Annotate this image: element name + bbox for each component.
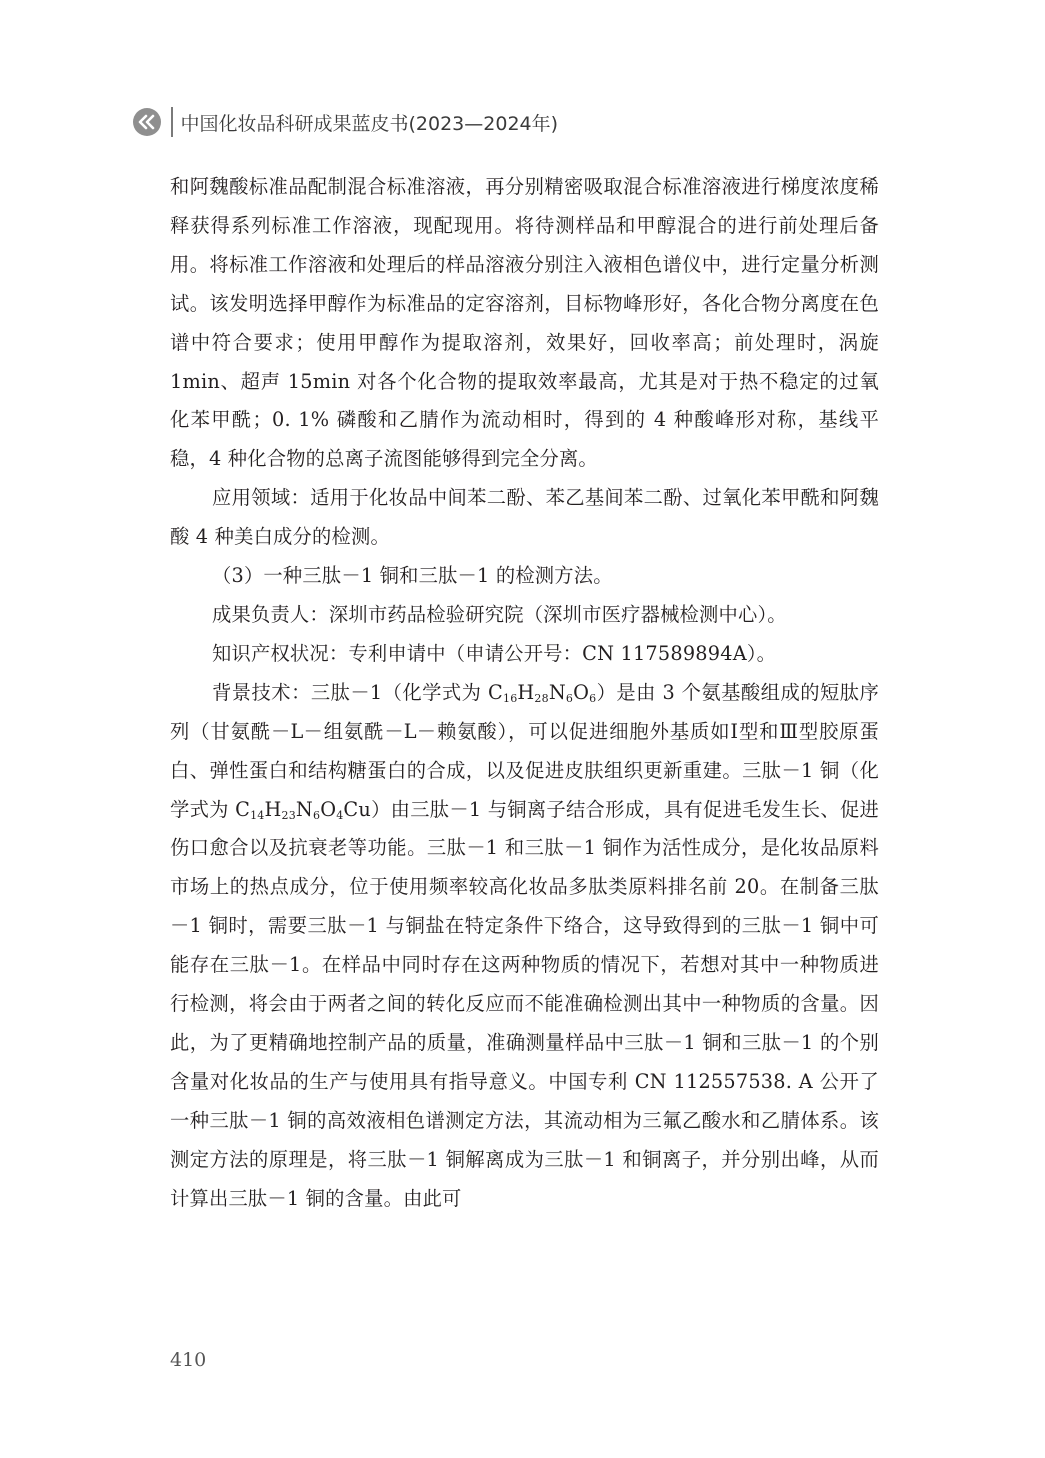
paragraph: 和阿魏酸标准品配制混合标准溶液，再分别精密吸取混合标准溶液进行梯度浓度稀释获得系列标准工作溶液，现配现用。将待测样品和甲醇混合的进行前处理后备用。将标准工作溶液和处理后的样品溶液分别注入液相色谱仪中，进行定量分析测试。该发明选择甲醇作为标准品的定容溶剂，目标物峰形好，各化合物分离度在色谱中符合要求；使用甲醇作为提取溶剂，效果好，回收率高；前处理时，涡旋 1min、超声 15min 对各个化合物的提取效率最高，尤其是对于热不稳定的过氧化苯甲酰；0. 1% 磷酸和乙腈作为流动相时，得到的 4 种酸峰形对称，基线平稳，4 种化合物的总离子流图能够得到完全分离。	[170, 175, 879, 471]
paragraph-background-technology	[170, 674, 879, 1219]
paragraph: （3）一种三肽－1 铜和三肽－1 的检测方法。	[212, 564, 613, 588]
chemical-formula: $C_{14}H_{23}N_6O_4Cu$	[235, 797, 371, 822]
running-header	[133, 104, 558, 140]
book-title: 中国化妆品科研成果蓝皮书(2023—2024年)	[180, 112, 559, 135]
text-segment: 背景技术：三肽－1（化学式为	[212, 680, 489, 704]
paragraph: 成果负责人：深圳市药品检验研究院（深圳市医疗器械检测中心）。	[212, 602, 787, 626]
paragraph: 知识产权状况：专利申请中（申请公开号：CN 117589894A）。	[212, 641, 777, 665]
body-text	[170, 168, 879, 1218]
paragraph: 应用领域：适用于化妆品中间苯二酚、苯乙基间苯二酚、过氧化苯甲酰和阿魏酸 4 种美白成分的检测。	[170, 486, 879, 549]
header-divider	[171, 107, 173, 137]
chemical-formula: $C_{16}H_{28}N_6O_6$	[488, 680, 597, 705]
text-segment: ）是由 3 个氨基酸组成的短肽序列（甘氨酰－L－组氨酰－L－赖氨酸），可以促进细胞外基质如Ⅰ型和Ⅲ型胶原蛋白、弹性蛋白和结构糖蛋白的合成，以及促进皮肤组织更新重建。三肽－1 铜（化学式为	[170, 680, 879, 821]
page-number: 410	[170, 1349, 207, 1371]
text-segment: ）由三肽－1 与铜离子结合形成，具有促进毛发生长、促进伤口愈合以及抗衰老等功能。三肽－1 和三肽－1 铜作为活性成分，是化妆品原料市场上的热点成分，位于使用频率较高化妆品多肽类原料排名前 20。在制备三肽－1 铜时，需要三肽－1 与铜盐在特定条件下络合，这导致得到的三肽－1 铜中可能存在三肽－1。在样品中同时存在这两种物质的情况下，若想对其中一种物质进行检测，将会由于两者之间的转化反应而不能准确检测出其中一种物质的含量。因此，为了更精确地控制产品的质量，准确测量样品中三肽－1 铜和三肽－1 的个别含量对化妆品的生产与使用具有指导意义。中国专利 CN 112557538. A 公开了一种三肽－1 铜的高效液相色谱测定方法，其流动相为三氟乙酸水和乙腈体系。该测定方法的原理是，将三肽－1 铜解离成为三肽－1 和铜离子，并分别出峰，从而计算出三肽－1 铜的含量。由此可	[170, 797, 879, 1210]
double-chevron-left-icon	[133, 108, 161, 136]
